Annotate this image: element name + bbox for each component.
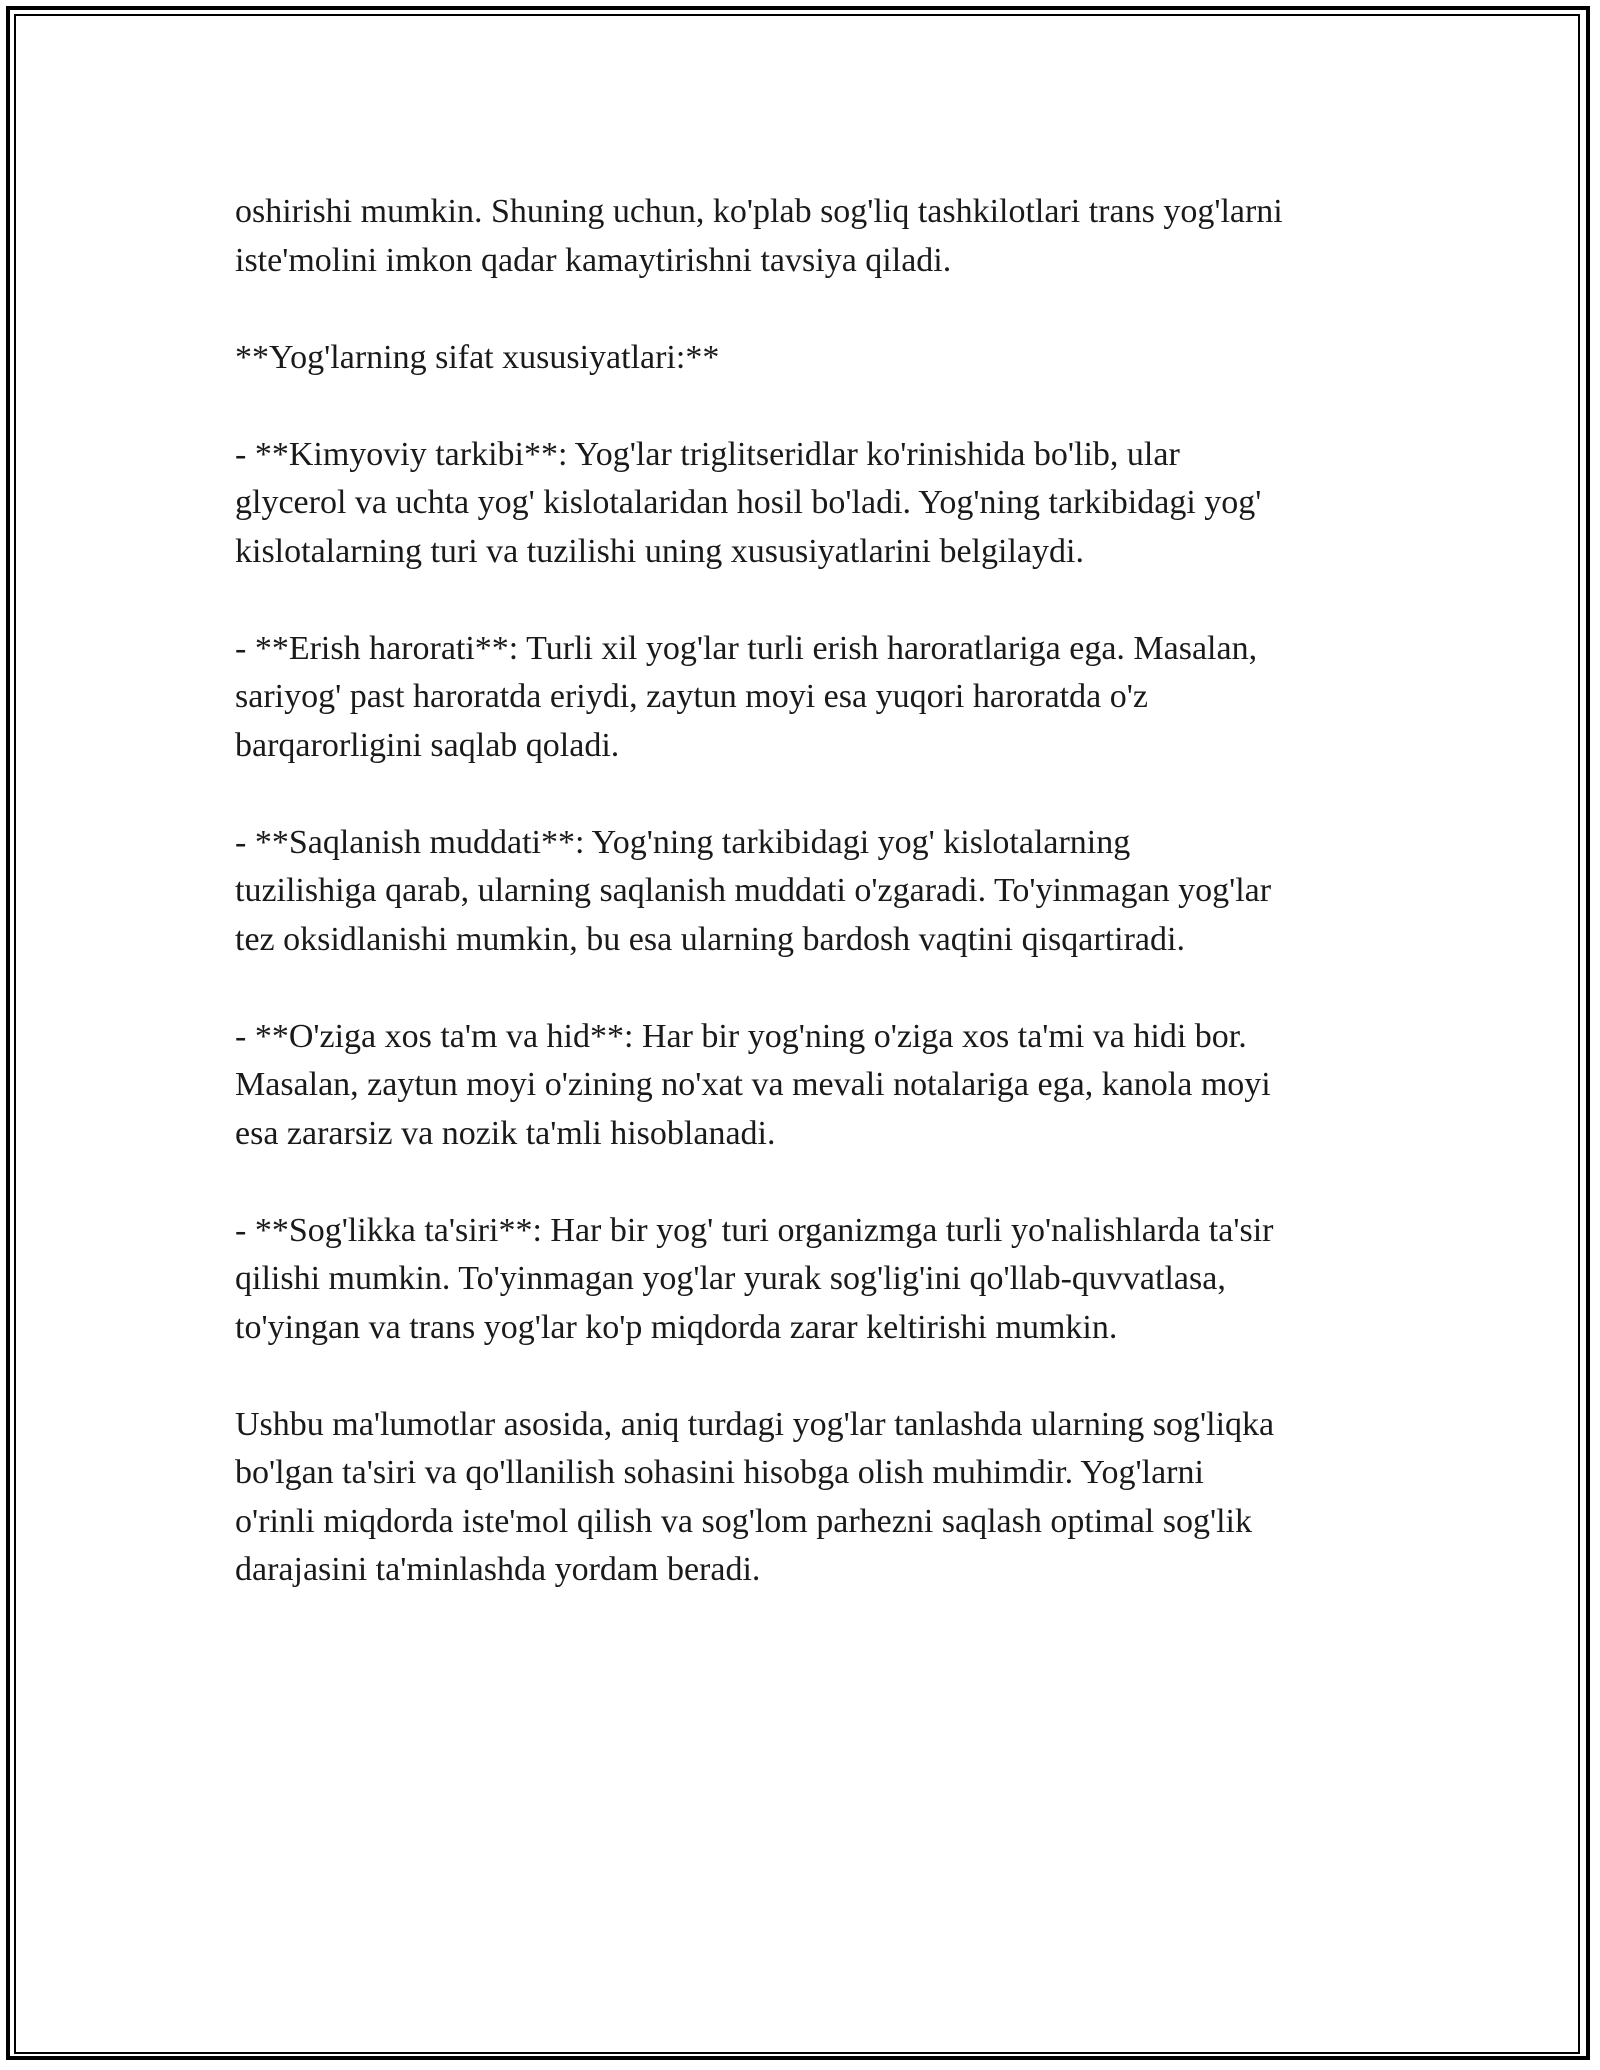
list-item-shelf-life: - **Saqlanish muddati**: Yog'ning tarkibidagi yog' kislotalarning tuzilishiga qarab, ularning saqlanish muddati o'zgaradi. To'yinmagan yog'lar tez oksidlanishi mumkin, bu esa ularning bardosh vaqtini qisqartiradi.: [235, 823, 1272, 958]
list-item-melting-point: - **Erish harorati**: Turli xil yog'lar turli erish haroratlariga ega. Masalan, sariyog' past haroratda eriydi, zaytun moyi esa yuqori haroratda o'z barqarorligini saqlab qoladi.: [235, 629, 1258, 764]
list-item-chemical-composition: - **Kimyoviy tarkibi**: Yog'lar triglitseridlar ko'rinishida bo'lib, ular glycerol va uchta yog' kislotalaridan hosil bo'ladi. Yog'ning tarkibidagi yog' kislotalarning turi va tuzilishi uning xususiyatlarini belgilaydi.: [235, 435, 1262, 570]
document-body: [235, 188, 1375, 1643]
section-heading: **Yog'larning sifat xususiyatlari:**: [235, 338, 720, 376]
paragraph-intro-continuation: oshirishi mumkin. Shuning uchun, ko'plab sog'liq tashkilotlari trans yog'larni iste'molini imkon qadar kamaytirishni tavsiya qiladi.: [235, 193, 1283, 279]
list-item-health-effects: - **Sog'likka ta'siri**: Har bir yog' turi organizmga turli yo'nalishlarda ta'sir qilishi mumkin. To'yinmagan yog'lar yurak sog'lig'ini qo'llab-quvvatlasa, to'yingan va trans yog'lar ko'p miqdorda zarar keltirishi mumkin.: [235, 1211, 1274, 1346]
list-item-taste-and-smell: - **O'ziga xos ta'm va hid**: Har bir yog'ning o'ziga xos ta'mi va hidi bor. Masalan, zaytun moyi o'zining no'xat va mevali notalariga ega, kanola moyi esa zararsiz va nozik ta'mli hisoblanadi.: [235, 1017, 1271, 1152]
paragraph-conclusion: Ushbu ma'lumotlar asosida, aniq turdagi yog'lar tanlashda ularning sog'liqka bo'lgan ta'siri va qo'llanilish sohasini hisobga olish muhimdir. Yog'larni o'rinli miqdorda iste'mol qilish va sog'lom parhezni saqlash optimal sog'lik darajasini ta'minlashda yordam beradi.: [235, 1405, 1275, 1588]
